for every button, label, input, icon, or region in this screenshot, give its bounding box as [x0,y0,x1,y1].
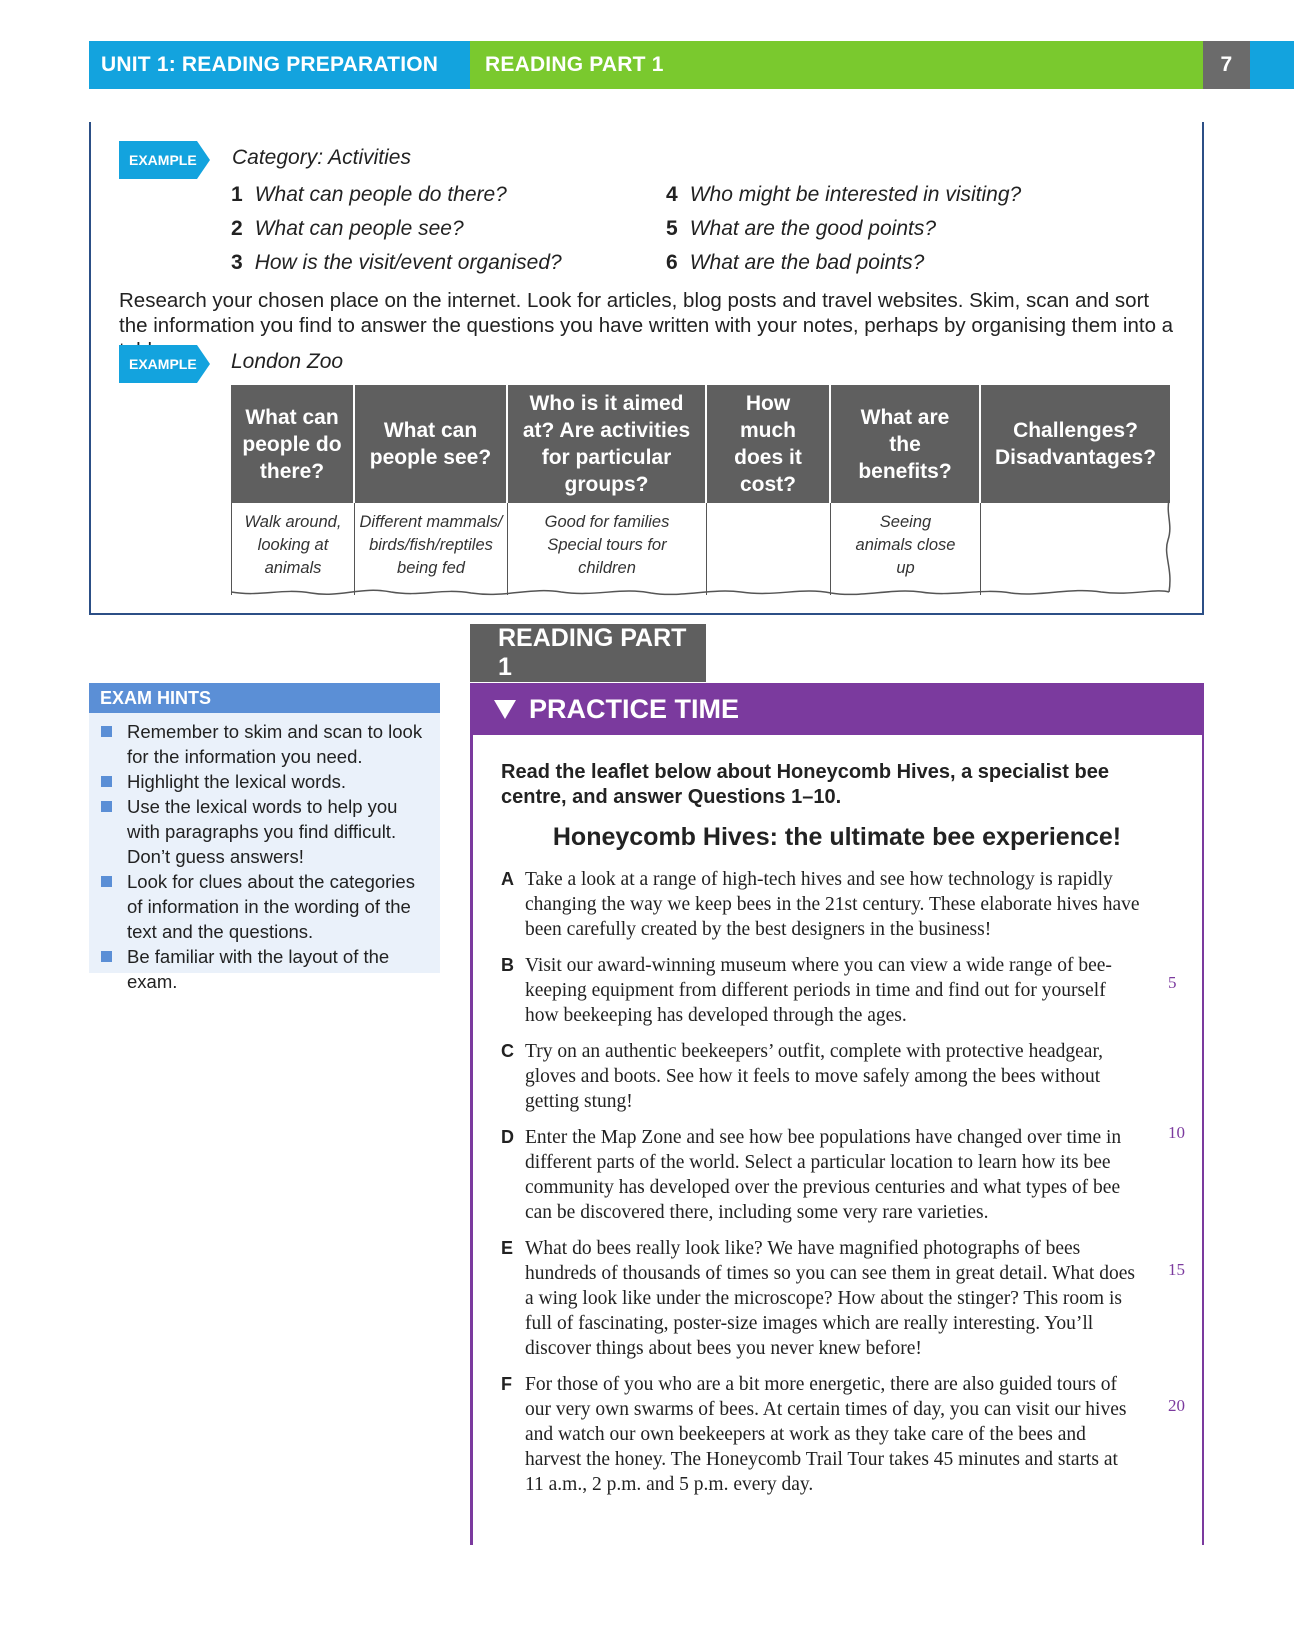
example-tag-2: EXAMPLE [119,345,197,383]
table-header-cell: What can people do there? [231,385,355,503]
bullet-square-icon [101,801,112,812]
exam-hints-box [89,713,440,992]
task-instruction: Read the leaflet below about Honeycomb Hives, a specialist bee centre, and answer Questions 1–10. [501,761,1109,808]
list-item: Use the lexical words to help you with paragraphs you find difficult. Don’t guess answers! [99,794,432,869]
example-category: Category: Activities [232,146,411,169]
example-tag: EXAMPLE [119,141,197,179]
question-item: 3 How is the visit/event organised? [231,251,562,274]
page-number: 7 [1203,41,1250,89]
bullet-square-icon [101,876,112,887]
question-item: 6 What are the bad points? [666,251,925,274]
question-item: 1 What can people do there? [231,183,507,206]
question-item: 5 What are the good points? [666,217,937,240]
line-number: 10 [1168,1123,1185,1142]
table-header-cell: How much does it cost? [707,385,831,503]
unit-header: UNIT 1: READING PREPARATION [89,41,470,89]
bullet-square-icon [101,776,112,787]
list-item: Highlight the lexical words. [99,769,432,794]
leaflet-paragraph: B Visit our award-winning museum where you can view a wide range of bee-keeping equipment from different periods in time and find out for yourself how beekeeping has developed through the ages. [501,955,1112,1026]
bullet-square-icon [101,951,112,962]
table-header-cell: Who is it aimed at? Are activities for particular groups? [508,385,707,503]
leaflet-paragraph: F For those of you who are a bit more energetic, there are also guided tours of our very own swarms of bees. At certain times of day, you can visit our hives and watch our own beekeepers at work as they take care of the bees and harvest the honey. The Honeycomb Trail Tour takes 45 minutes and starts at 11 a.m., 2 p.m. and 5 p.m. every day. [501,1374,1127,1495]
reading-part-tab: READING PART 1 [470,624,706,682]
table-cell: Good for families Special tours for children [508,503,707,595]
torn-edge [231,500,1176,600]
table-header-row [231,385,1170,503]
bullet-square-icon [101,726,112,737]
question-item: 4 Who might be interested in visiting? [666,183,1022,206]
header-edge-block [1250,41,1294,89]
leaflet-paragraph: E What do bees really look like? We have magnified photographs of bees hundreds of thousands of times so you can see them in great detail. What does a wing look like under the microscope? How about the stinger? This room is full of fascinating, poster-size images which are really interesting. You’ll discover things about bees you never knew before! [501,1238,1135,1359]
practice-time-bar [470,683,1204,735]
leaflet-paragraph: A Take a look at a range of high-tech hives and see how technology is rapidly changing the way we keep bees in the 21st century. These elaborate hives have been carefully created by the best designers in the business! [501,869,1140,940]
example-title: London Zoo [231,350,344,373]
section-header: READING PART 1 [470,41,1203,89]
table-header-cell: What are the benefits? [831,385,981,503]
table-cell: Seeing animals close up [831,503,981,595]
triangle-down-icon [494,700,516,719]
list-item: Look for clues about the categories of information in the wording of the text and the questions. [99,869,432,944]
line-number: 5 [1168,973,1177,992]
table-cell: Walk around, looking at animals [231,503,355,595]
table-header-cell: What can people see? [355,385,508,503]
question-item: 2 What can people see? [231,217,464,240]
line-number: 20 [1168,1396,1185,1415]
exam-hints-title: EXAM HINTS [89,683,440,713]
leaflet-paragraph: C Try on an authentic beekeepers’ outfit, complete with protective headgear, gloves and boots. See how it feels to move safely among the bees without getting stung! [501,1041,1104,1112]
table-cell: Different mammals/ birds/fish/reptiles being fed [355,503,508,595]
table-header-cell: Challenges? Disadvantages? [981,385,1170,503]
list-item: Be familiar with the layout of the exam. [99,944,432,994]
leaflet-title: Honeycomb Hives: the ultimate bee experience! [552,823,1122,851]
line-number: 15 [1168,1260,1185,1279]
leaflet-paragraph: D Enter the Map Zone and see how bee populations have changed over time in different parts of the world. Select a particular location to learn how its bee community has developed over the previous centuries and what types of bee can be discovered there, including some very rare varieties. [501,1127,1122,1223]
practice-time-label: PRACTICE TIME [529,693,740,724]
list-item: Remember to skim and scan to look for the information you need. [99,719,432,769]
research-instructions: Research your chosen place on the internet. Look for articles, blog posts and travel websites. Skim, scan and sort the information you find to answer the questions you have written with your notes, perhaps by organising them into a [119,289,1174,337]
